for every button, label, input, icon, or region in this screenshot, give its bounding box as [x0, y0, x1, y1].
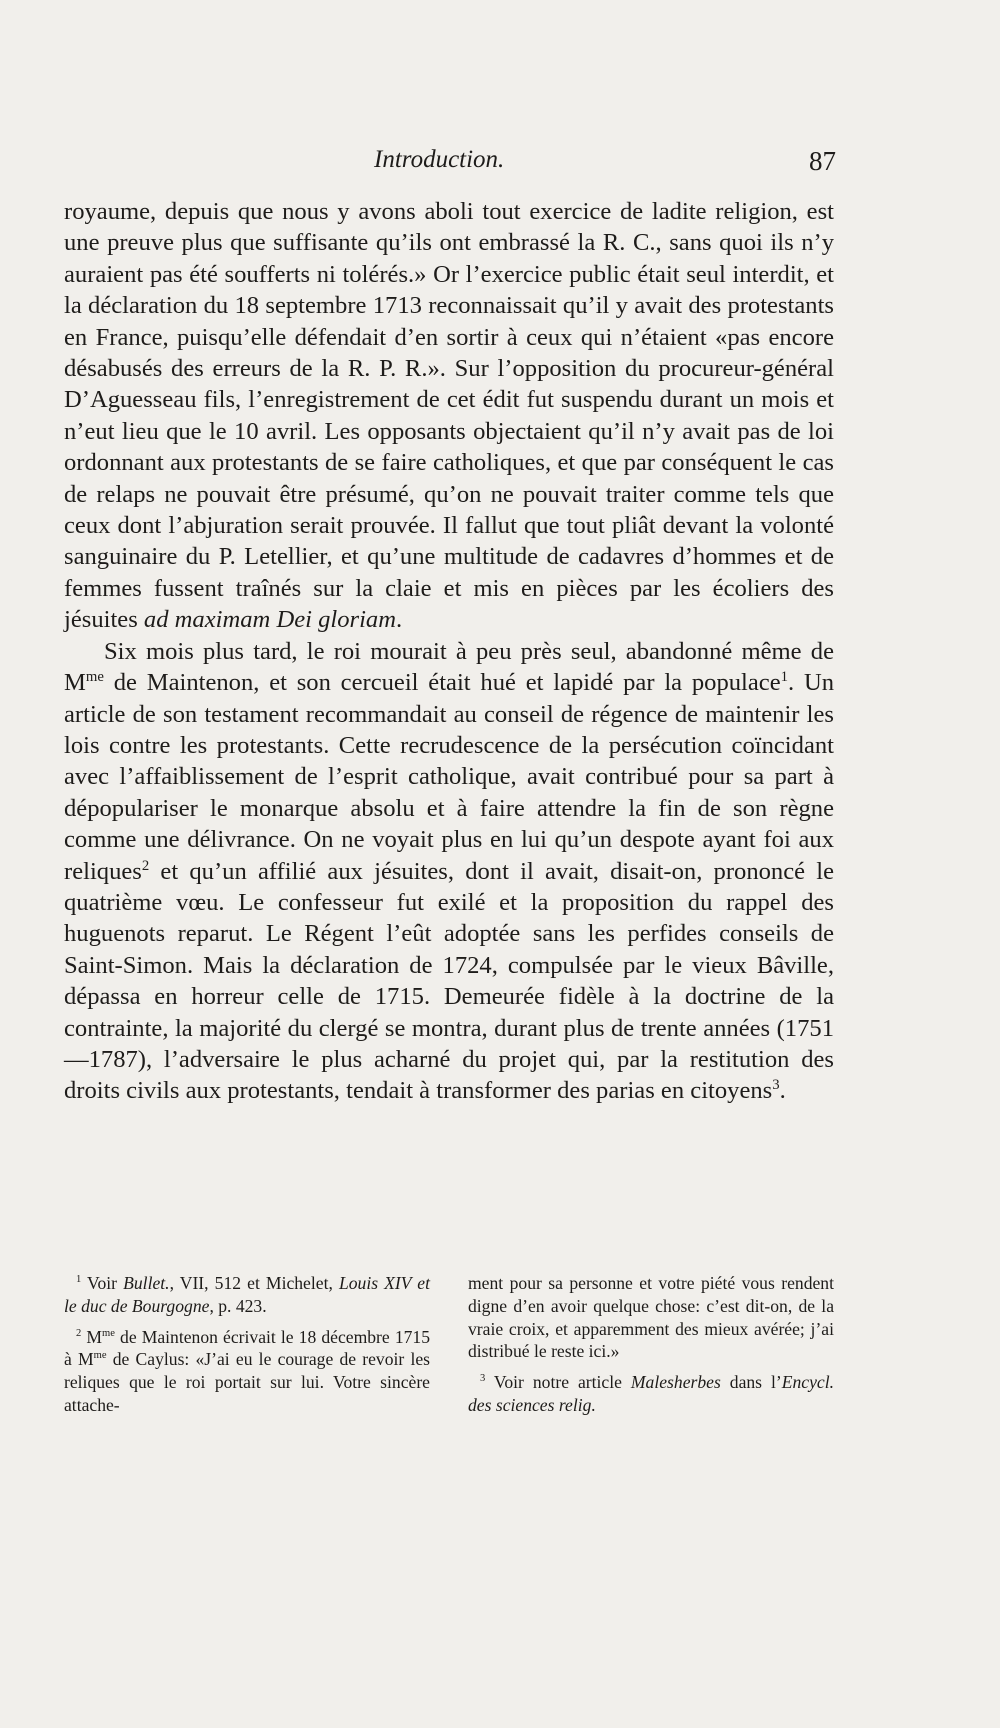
latin-phrase: ad maximam Dei gloriam	[143, 606, 396, 634]
footnote-1	[64, 1272, 430, 1318]
footnote-1-number: 1	[76, 1274, 82, 1286]
footnotes-right-column	[468, 1272, 834, 1425]
page-number: 87	[809, 146, 836, 176]
footnote-3-number: 3	[480, 1373, 486, 1385]
paragraph-2	[64, 636, 834, 1107]
footnote-1-text-b: , VII, 512 et Michelet,	[169, 1273, 339, 1293]
footnote-1-text-c: , p. 423.	[209, 1295, 267, 1316]
footnote-3-encyclopedia: Encycl. des sciences relig.	[468, 1372, 835, 1415]
footnote-2	[64, 1326, 430, 1417]
footnote-3	[468, 1371, 834, 1417]
paragraph-2-text-b: de Maintenon, et son cercueil était hué et lapidé par la populace	[103, 669, 781, 697]
footnote-2-sup-1: me	[102, 1327, 115, 1339]
footnote-3-text-b: dans l’	[720, 1372, 782, 1393]
footnote-1-title-book: Louis XIV et le duc de Bourgogne	[64, 1273, 430, 1316]
paragraph-1-text: royaume, depuis que nous y avons aboli tout exercice de ladite religion, est une preuve plus que suffisante qu’ils ont embrassé la R. C., sans quoi ils n’y auraient pas été soufferts ni tolérés.» Or l’exercice public était seul interdit, et la déclaration du 18 septembre 1713 reconnaissait qu’il y avait des protestants en France, puisqu’elle défendait d’en sortir à ceux qui n’étaient «pas encore désabusés des erreurs de la R. P. R.». Sur l’opposition du procureur-général D’Aguesseau fils, l’enregistrement de cet édit fut suspendu durant un mois et n’eut lieu que le 10 avril. Les opposants objectaient qu’il n’y avait pas de loi ordonnant aux protestants de se faire catholiques, et que par conséquent le cas de relaps ne pouvait être présumé, qu’on ne pouvait traiter comme tels que ceux dont l’abjuration serait prouvée. Il fallut que tout pliât devant la volonté sanguinaire du P. Letellier, et qu’une multitude de cadavres d’hommes et de femmes fussent traînés sur la claie et mis en pièces par les écoliers des jésuites	[64, 198, 834, 634]
paragraph-1-end: .	[395, 606, 403, 634]
footnote-2-text-a: M	[81, 1326, 103, 1347]
footnote-2-continued: ment pour sa personne et votre piété vous rendent digne d’en avoir quelque chose: c’est dit-on, de la vraie croix, et apparemment des mieux avérée; j’ai distribué le reste ici.»	[468, 1273, 834, 1362]
footnote-2-sup-2: me	[93, 1350, 107, 1362]
footnote-1-title-bullet: Bullet.	[123, 1273, 170, 1293]
footnote-ref-1: 1	[780, 668, 788, 685]
footnote-2-text-c: de Caylus: «J’ai eu le courage de revoir les reliques que le roi portait sur lui. Votre sincère attache-	[64, 1349, 430, 1415]
footnotes	[64, 1272, 834, 1425]
footnote-ref-3: 3	[772, 1077, 780, 1094]
superscript-me: me	[85, 668, 104, 685]
paragraph-2-text-c: . Un article de son testament recommandait au conseil de régence de maintenir les lois contre les protestants. Cette recrudescence de la persécution coïncidant avec l’affaiblissement de l’esprit catholique, avait contribué pour sa part à dépopulariser le monarque absolu et à faire attendre la fin de son règne comme une délivrance. On ne voyait plus en lui qu’un despote ayant foi aux reliques	[64, 669, 834, 885]
paragraph-2-text-a: Six mois plus tard, le roi mourait à peu près seul, abandonné même de M	[64, 637, 834, 697]
footnote-2-number: 2	[76, 1327, 82, 1339]
footnote-3-text-a: Voir notre article	[485, 1372, 631, 1393]
footnote-2-text-b: de Maintenon écrivait le 18 décembre 1715 à M	[64, 1326, 431, 1370]
body-text	[64, 196, 834, 1107]
running-head	[64, 140, 834, 180]
footnote-3-article-title: Malesherbes	[630, 1372, 721, 1393]
paragraph-2-text-d: et qu’un affilié aux jésuites, dont il avait, disait-on, prononcé le quatrième vœu. Le confesseur fut exilé et la proposition du rappel des huguenots reparut. Le Régent l’eût adoptée sans les perfides conseils de Saint-Simon. Mais la déclaration de 1724, compulsée par le vieux Bâville, dépassa en horreur celle de 1715. Demeurée fidèle à la doctrine de la contrainte, la majorité du clergé se montra, durant plus de trente années (1751—1787), l’adversaire le plus acharné du projet qui, par la restitution des droits civils aux protestants, tendait à transformer des parias en citoyens	[64, 857, 834, 1105]
paragraph-2-end: .	[779, 1077, 786, 1105]
footnote-ref-2: 2	[141, 857, 150, 874]
footnotes-left-column	[64, 1272, 430, 1425]
footnote-1-text-a: Voir	[81, 1273, 124, 1293]
running-title: Introduction.	[374, 146, 505, 173]
paragraph-1	[64, 196, 834, 636]
